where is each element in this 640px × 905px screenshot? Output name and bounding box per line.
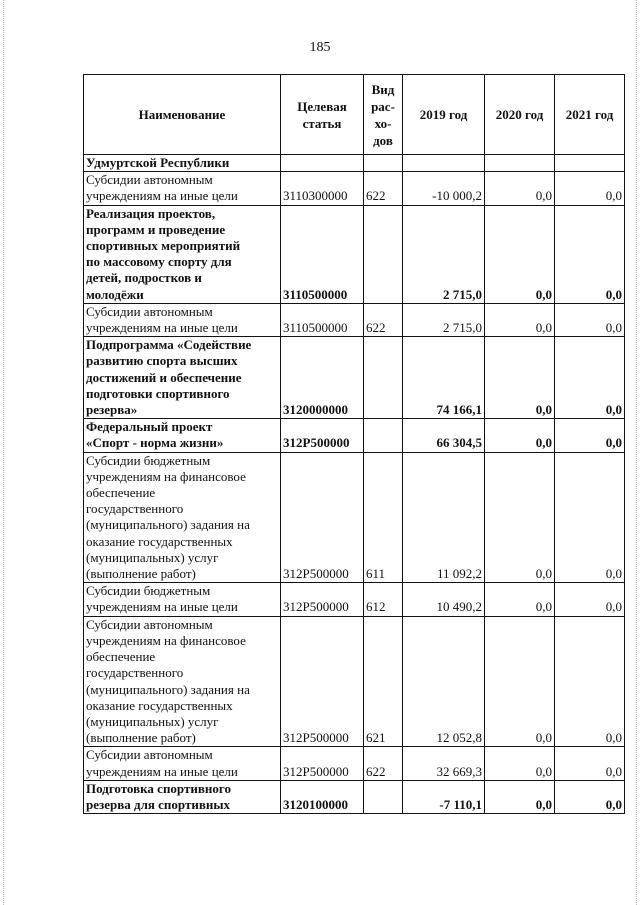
cell-name-line: обеспечение <box>86 649 156 665</box>
cell-2020: 0,0 <box>485 172 555 205</box>
column-header-code <box>281 75 364 155</box>
table-body <box>84 155 625 814</box>
column-header-2019: 2019 год <box>403 75 485 155</box>
cell-name-line: развитию спорта высших <box>86 353 238 369</box>
cell-name-line: (муниципального) задания на <box>86 517 250 533</box>
cell-name-line: Субсидии автономным <box>86 616 213 632</box>
cell-name-line: учреждениям на иные цели <box>86 320 238 336</box>
cell-name-line: учреждениям на финансовое <box>86 632 246 648</box>
page-edge-right <box>636 0 637 905</box>
cell-name-line: (муниципальных) услуг <box>86 713 219 729</box>
cell-2020: 0,0 <box>485 583 555 616</box>
cell-name-line: (муниципальных) услуг <box>86 549 219 565</box>
table-row <box>84 337 625 419</box>
cell-2019: 66 304,5 <box>403 419 485 452</box>
cell-type: 621 <box>364 616 403 747</box>
page-edge-left <box>3 0 4 905</box>
cell-2021 <box>555 155 625 172</box>
cell-name <box>84 780 281 813</box>
cell-2019: 74 166,1 <box>403 337 485 419</box>
cell-type: 612 <box>364 583 403 616</box>
table-row <box>84 616 625 747</box>
cell-name-line: резерва для спортивных <box>86 796 231 812</box>
cell-name <box>84 205 281 303</box>
cell-name-line: (выполнение работ) <box>86 566 196 582</box>
column-header-type-line: рас- <box>371 98 395 114</box>
cell-2020: 0,0 <box>485 419 555 452</box>
cell-2021: 0,0 <box>555 337 625 419</box>
column-header-name: Наименование <box>84 75 281 155</box>
cell-2021: 0,0 <box>555 780 625 813</box>
cell-name-line: Субсидии автономным <box>86 303 213 319</box>
cell-code: 312P500000 <box>281 583 364 616</box>
cell-name <box>84 172 281 205</box>
table-row <box>84 205 625 303</box>
cell-name-line: государственного <box>86 501 184 517</box>
cell-2021: 0,0 <box>555 616 625 747</box>
cell-name-line: Удмуртской Республики <box>86 155 230 170</box>
cell-2019: -10 000,2 <box>403 172 485 205</box>
cell-name-line: по массовому спорту для <box>86 254 232 270</box>
cell-code: 312P500000 <box>281 419 364 452</box>
cell-2021: 0,0 <box>555 419 625 452</box>
cell-name-line: учреждениям на иные цели <box>86 599 238 615</box>
cell-2021: 0,0 <box>555 747 625 780</box>
cell-name-line: Реализация проектов, <box>86 205 216 221</box>
cell-name <box>84 155 281 172</box>
cell-2020: 0,0 <box>485 780 555 813</box>
column-header-2021: 2021 год <box>555 75 625 155</box>
cell-name-line: «Спорт - норма жизни» <box>86 435 224 451</box>
column-header-code-line: статья <box>302 115 342 131</box>
cell-code: 3120100000 <box>281 780 364 813</box>
cell-type <box>364 155 403 172</box>
cell-code: 3110500000 <box>281 205 364 303</box>
cell-name <box>84 337 281 419</box>
cell-name-line: Субсидии бюджетным <box>86 452 211 468</box>
table-row <box>84 583 625 616</box>
cell-2019: 2 715,0 <box>403 205 485 303</box>
cell-2021: 0,0 <box>555 205 625 303</box>
cell-name-line: учреждениям на финансовое <box>86 468 246 484</box>
cell-type <box>364 337 403 419</box>
cell-name-line: подготовки спортивного <box>86 385 230 401</box>
table-row <box>84 303 625 336</box>
column-header-type-line: хо- <box>374 115 392 131</box>
cell-2019: 11 092,2 <box>403 452 485 583</box>
cell-type: 622 <box>364 303 403 336</box>
cell-2019: 2 715,0 <box>403 303 485 336</box>
table-row <box>84 780 625 813</box>
cell-name-line: учреждениям на иные цели <box>86 188 238 204</box>
page-number: 185 <box>309 40 331 55</box>
cell-2019: 32 669,3 <box>403 747 485 780</box>
cell-2020: 0,0 <box>485 337 555 419</box>
cell-name-line: Субсидии автономным <box>86 747 213 763</box>
cell-name-line: программ и проведение <box>86 221 226 237</box>
cell-type <box>364 419 403 452</box>
cell-2021: 0,0 <box>555 172 625 205</box>
cell-type <box>364 205 403 303</box>
cell-name-line: достижений и обеспечение <box>86 369 242 385</box>
cell-code: 3110300000 <box>281 172 364 205</box>
cell-code <box>281 155 364 172</box>
cell-2020 <box>485 155 555 172</box>
cell-2020: 0,0 <box>485 205 555 303</box>
cell-2020: 0,0 <box>485 452 555 583</box>
cell-name-line: молодёжи <box>86 286 144 302</box>
cell-name <box>84 452 281 583</box>
cell-type <box>364 780 403 813</box>
column-header-2020: 2020 год <box>485 75 555 155</box>
cell-2021: 0,0 <box>555 583 625 616</box>
cell-name-line: спортивных мероприятий <box>86 238 241 254</box>
cell-code: 312P500000 <box>281 452 364 583</box>
cell-type: 622 <box>364 747 403 780</box>
cell-name <box>84 303 281 336</box>
cell-name-line: Субсидии автономным <box>86 172 213 188</box>
budget-table <box>83 74 625 814</box>
cell-name-line: Подготовка спортивного <box>86 780 231 796</box>
cell-name <box>84 747 281 780</box>
cell-code: 312P500000 <box>281 747 364 780</box>
cell-name-line: (муниципального) задания на <box>86 681 250 697</box>
cell-code: 312P500000 <box>281 616 364 747</box>
table-row <box>84 747 625 780</box>
cell-2021: 0,0 <box>555 303 625 336</box>
cell-name-line: Субсидии бюджетным <box>86 583 211 599</box>
cell-name-line: (выполнение работ) <box>86 730 196 746</box>
cell-2020: 0,0 <box>485 616 555 747</box>
cell-type: 622 <box>364 172 403 205</box>
table-row <box>84 419 625 452</box>
table-row <box>84 155 625 172</box>
cell-name-line: оказание государственных <box>86 697 233 713</box>
cell-2019: -7 110,1 <box>403 780 485 813</box>
column-header-type <box>364 75 403 155</box>
cell-2021: 0,0 <box>555 452 625 583</box>
cell-name <box>84 419 281 452</box>
cell-2019 <box>403 155 485 172</box>
cell-name-line: государственного <box>86 665 184 681</box>
cell-2020: 0,0 <box>485 303 555 336</box>
cell-name-line: обеспечение <box>86 485 156 501</box>
column-header-type-line: Вид <box>371 81 395 97</box>
cell-type: 611 <box>364 452 403 583</box>
cell-name <box>84 616 281 747</box>
cell-code: 3110500000 <box>281 303 364 336</box>
cell-code: 3120000000 <box>281 337 364 419</box>
cell-name <box>84 583 281 616</box>
column-header-code-line: Целевая <box>297 98 347 114</box>
cell-name-line: детей, подростков и <box>86 270 202 286</box>
table-row <box>84 172 625 205</box>
cell-name-line: резерва» <box>86 402 138 418</box>
table-header-row <box>84 75 625 155</box>
cell-name-line: оказание государственных <box>86 533 233 549</box>
cell-2019: 10 490,2 <box>403 583 485 616</box>
column-header-type-line: дов <box>373 132 393 148</box>
cell-name-line: Федеральный проект <box>86 419 213 435</box>
cell-name-line: Подпрограмма «Содействие <box>86 337 252 353</box>
table-row <box>84 452 625 583</box>
cell-2019: 12 052,8 <box>403 616 485 747</box>
cell-2020: 0,0 <box>485 747 555 780</box>
cell-name-line: учреждениям на иные цели <box>86 763 238 779</box>
